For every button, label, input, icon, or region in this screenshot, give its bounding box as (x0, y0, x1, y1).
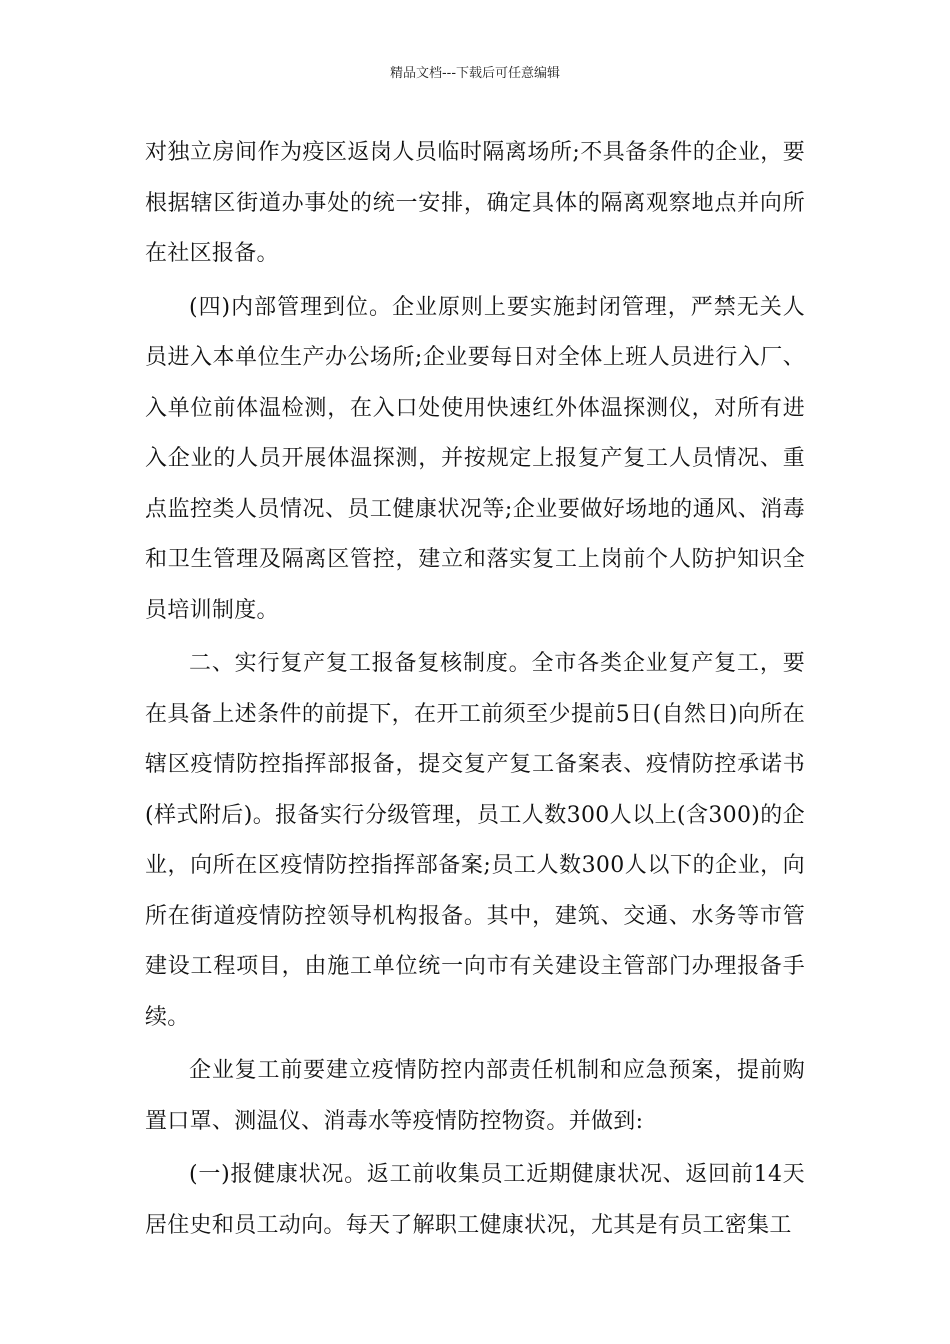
paragraph-reporting-system: 二、实行复产复工报备复核制度。全市各类企业复产复工，要在具备上述条件的前提下，在开工前须至少提前5日(自然日)向所在辖区疫情防控指挥部报备，提交复产复工备案表、疫情防控承诺书(样式附后)。报备实行分级管理，员工人数300人以上(含300)的企业，向所在区疫情防控指挥部备案;员工人数300人以下的企业，向所在街道疫情防控领导机构报备。其中，建筑、交通、水务等市管建设工程项目，由施工单位统一向市有关建设主管部门办理报备手续。 (145, 651, 805, 1030)
paragraph-health-status: (一)报健康状况。返工前收集员工近期健康状况、返回前14天居住史和员工动向。每天了解职工健康状况，尤其是有员工密集工 (145, 1162, 805, 1238)
paragraph-internal-management: (四)内部管理到位。企业原则上要实施封闭管理，严禁无关人员进入本单位生产办公场所;企业要每日对全体上班人员进行入厂、入单位前体温检测，在入口处使用快速红外体温探测仪，对所有进入企业的人员开展体温探测，并按规定上报复产复工人员情况、重点监控类人员情况、员工健康状况等;企业要做好场地的通风、消毒和卫生管理及隔离区管控，建立和落实复工上岗前个人防护知识全员培训制度。 (145, 294, 805, 623)
paragraph-isolation-continued: 对独立房间作为疫区返岗人员临时隔离场所;不具备条件的企业，要根据辖区街道办事处的统一安排，确定具体的隔离观察地点并向所在社区报备。 (145, 140, 805, 266)
page-header: 精品文档---下载后可任意编辑 (389, 66, 561, 81)
paragraph-emergency-plan: 企业复工前要建立疫情防控内部责任机制和应急预案，提前购置口罩、测温仪、消毒水等疫情防控物资。并做到: (145, 1058, 805, 1134)
document-body (145, 128, 805, 1251)
